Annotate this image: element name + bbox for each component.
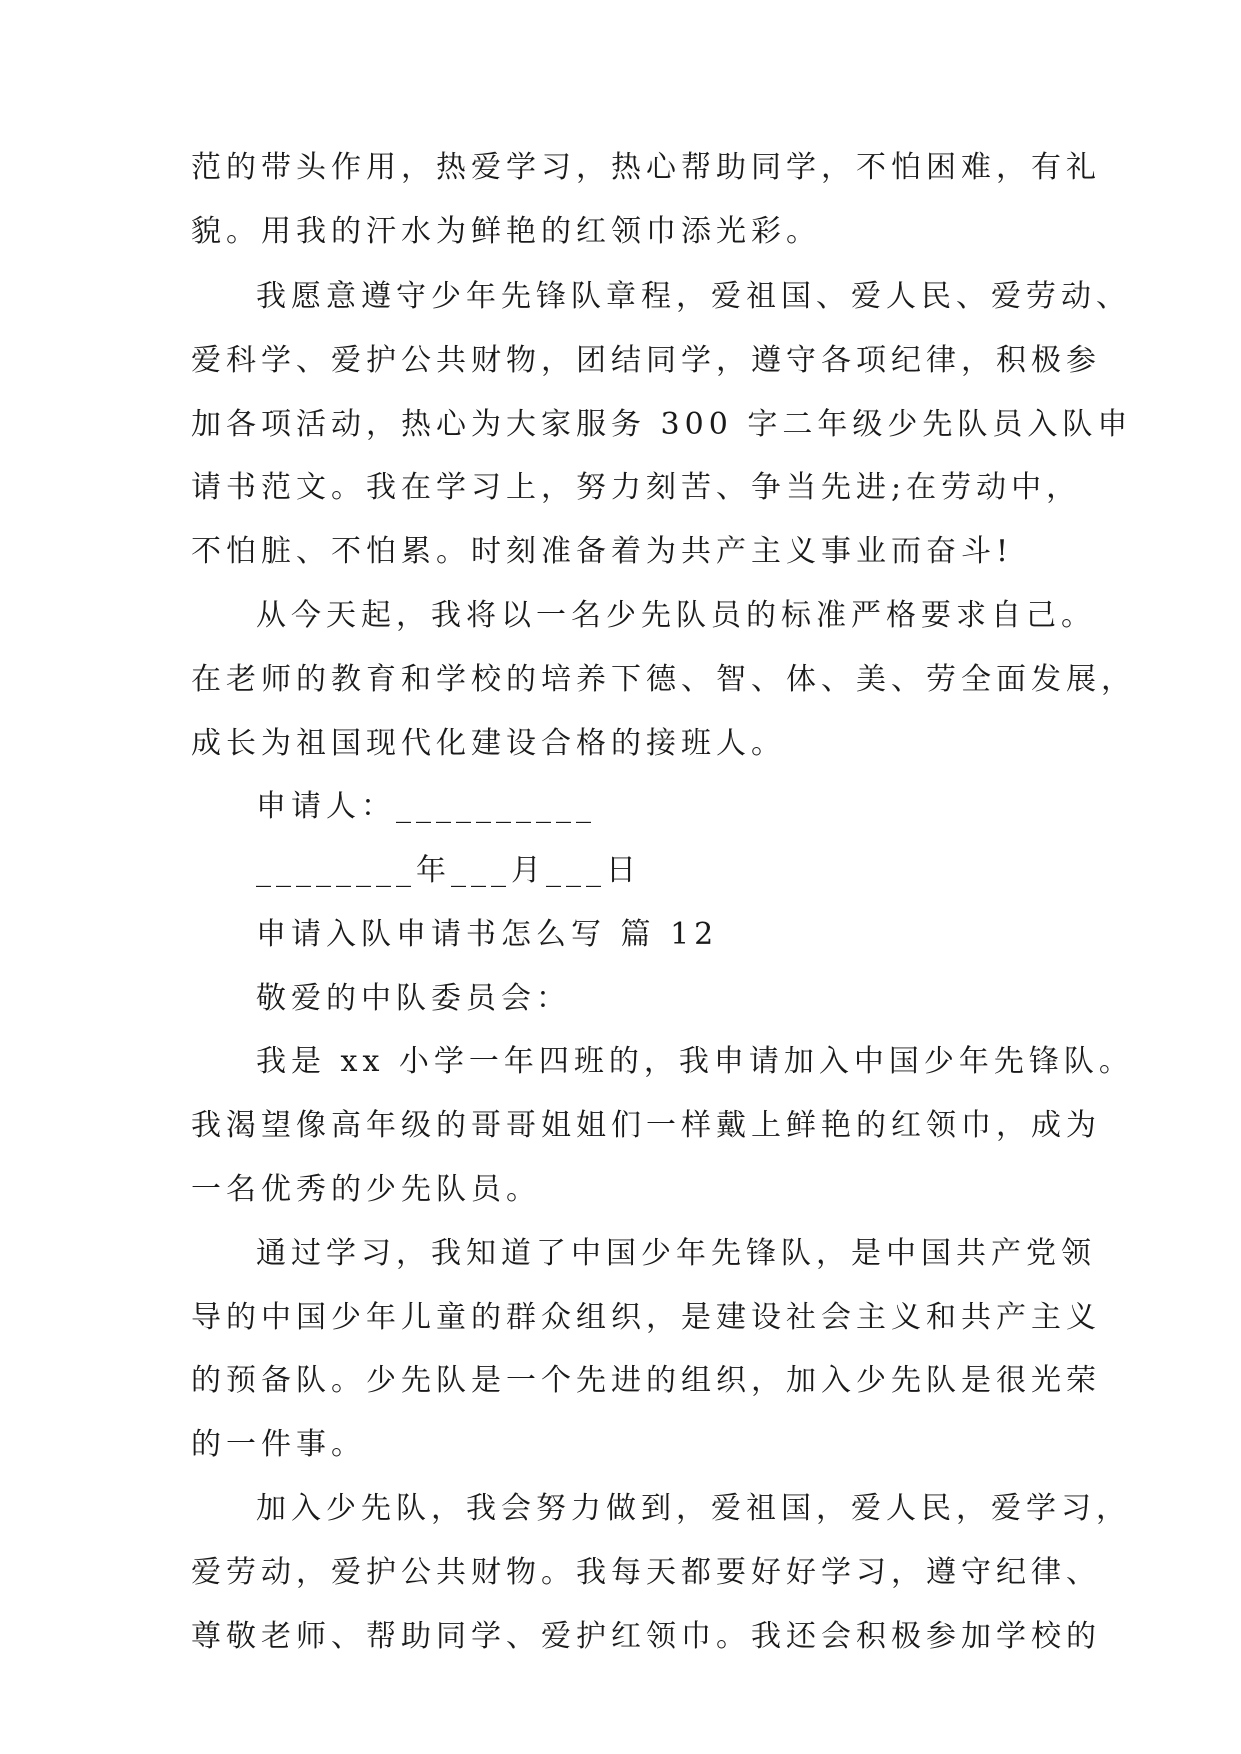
text-line: 爱劳动，爱护公共财物。我每天都要好好学习，遵守纪律、	[191, 1555, 1101, 1590]
paragraph-start-line: 通过学习，我知道了中国少年先锋队，是中国共产党领	[256, 1236, 1096, 1271]
text-line: 爱科学、爱护公共财物，团结同学，遵守各项纪律，积极参	[191, 343, 1101, 378]
paragraph-start-line: 我是 xx 小学一年四班的，我申请加入中国少年先锋队。	[256, 1044, 1134, 1079]
text-line: 范的带头作用，热爱学习，热心帮助同学，不怕困难，有礼	[191, 150, 1101, 185]
text-line: 成长为祖国现代化建设合格的接班人。	[191, 726, 786, 761]
text-line: 请书范文。我在学习上，努力刻苦、争当先进;在劳动中，	[191, 470, 1082, 505]
paragraph-start-line: 加入少先队，我会努力做到，爱祖国，爱人民，爱学习，	[256, 1491, 1131, 1526]
text-line: 我渴望像高年级的哥哥姐姐们一样戴上鲜艳的红领巾，成为	[191, 1108, 1101, 1143]
text-line: 的预备队。少先队是一个先进的组织，加入少先队是很光荣	[191, 1363, 1101, 1398]
paragraph-start-line: 从今天起，我将以一名少先队员的标准严格要求自己。	[256, 598, 1096, 633]
date-line: ________年___月___日	[256, 853, 641, 888]
text-line: 一名优秀的少先队员。	[191, 1172, 541, 1207]
paragraph-start-line: 我愿意遵守少年先锋队章程，爱祖国、爱人民、爱劳动、	[256, 279, 1131, 314]
text-line: 不怕脏、不怕累。时刻准备着为共产主义事业而奋斗!	[191, 534, 1014, 569]
text-line: 尊敬老师、帮助同学、爱护红领巾。我还会积极参加学校的	[191, 1619, 1101, 1654]
text-line: 加各项活动，热心为大家服务 300 字二年级少先队员入队申	[191, 407, 1133, 442]
text-line: 在老师的教育和学校的培养下德、智、体、美、劳全面发展，	[191, 662, 1136, 697]
section-heading: 申请入队申请书怎么写 篇 12	[256, 917, 719, 952]
text-line: 导的中国少年儿童的群众组织，是建设社会主义和共产主义	[191, 1300, 1101, 1335]
text-line: 的一件事。	[191, 1427, 366, 1462]
salutation: 敬爱的中队委员会：	[256, 981, 571, 1016]
text-line: 貌。用我的汗水为鲜艳的红领巾添光彩。	[191, 214, 821, 249]
applicant-signature-line: 申请人：__________	[256, 789, 596, 824]
